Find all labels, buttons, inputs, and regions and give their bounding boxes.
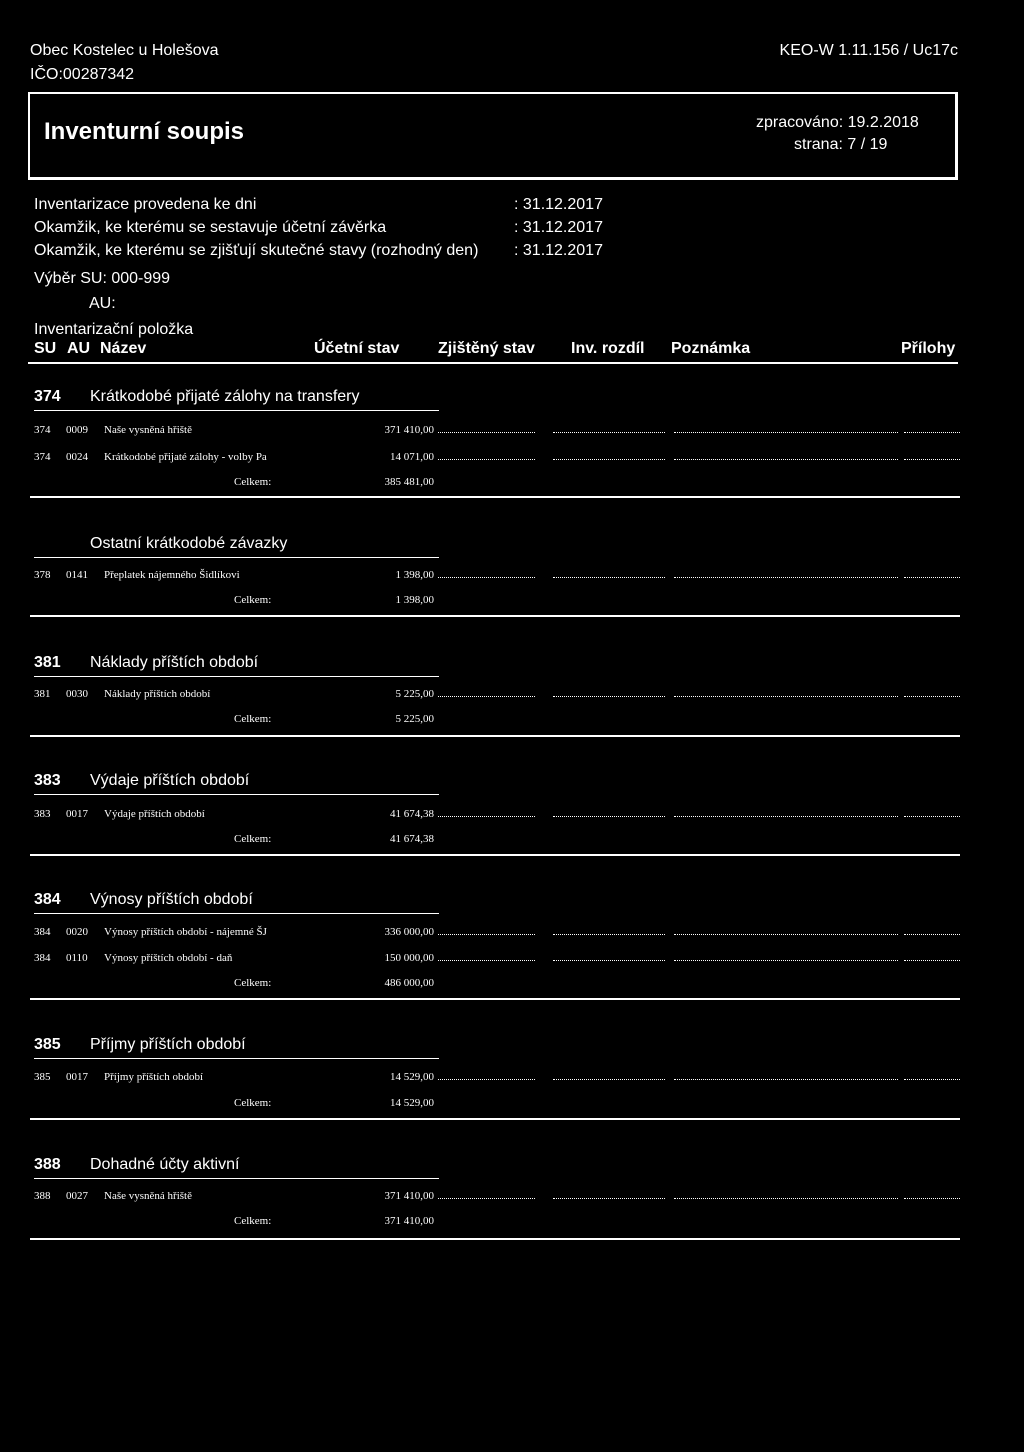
section-title: Příjmy příštích období: [90, 1036, 246, 1053]
total-value: 41 674,38: [390, 833, 434, 845]
section-divider: [30, 1238, 960, 1240]
difference-dots: [553, 696, 665, 697]
note-dots: [674, 1198, 898, 1199]
processed-date: zpracováno: 19.2.2018: [756, 114, 919, 131]
column-au: AU: [67, 340, 91, 357]
inventory-date-label: Inventarizace provedena ke dni: [34, 196, 257, 213]
total-label: Celkem:: [234, 476, 272, 488]
total-value: 486 000,00: [384, 977, 434, 989]
section-title: Dohadné účty aktivní: [90, 1156, 240, 1173]
selection-su: Výběr SU: 000-999: [34, 270, 171, 287]
row-au: 0030: [66, 688, 88, 700]
row-book-value: 371 410,00: [384, 1190, 434, 1202]
table-row: [34, 1071, 960, 1087]
table-row: [34, 1190, 960, 1206]
attachment-dots: [904, 459, 960, 460]
total-value: 385 481,00: [384, 476, 434, 488]
selection-au: AU:: [89, 295, 116, 312]
decisive-date-value: : 31.12.2017: [514, 242, 603, 259]
column-name: Název: [100, 340, 147, 357]
section-divider: [30, 735, 960, 737]
header-divider: [28, 362, 958, 364]
column-su: SU: [34, 340, 57, 357]
row-name: Náklady příštích období: [104, 688, 211, 700]
attachment-dots: [904, 696, 960, 697]
section-underline: [34, 557, 439, 558]
section-divider: [30, 998, 960, 1000]
found-state-dots: [438, 934, 535, 935]
section-account-number: 384: [34, 891, 61, 908]
row-book-value: 150 000,00: [384, 952, 434, 964]
row-su: 374: [34, 424, 51, 436]
table-row: [34, 808, 960, 824]
note-dots: [674, 432, 898, 433]
closing-date-label: Okamžik, ke kterému se sestavuje účetní závěrka: [34, 219, 387, 236]
total-label: Celkem:: [234, 977, 272, 989]
found-state-dots: [438, 696, 535, 697]
section-title: Výnosy příštích období: [90, 891, 253, 908]
row-name: Naše vysněná hřiště: [104, 424, 192, 436]
page-title: Inventurní soupis: [44, 118, 245, 145]
difference-dots: [553, 577, 665, 578]
row-name: Výnosy příštích období - daň: [104, 952, 233, 964]
section-total: [34, 1215, 960, 1231]
section-underline: [34, 1178, 439, 1179]
section-title: Výdaje příštích období: [90, 772, 250, 789]
attachment-dots: [904, 1198, 960, 1199]
section-account-number: 385: [34, 1036, 61, 1053]
row-su: 388: [34, 1190, 51, 1202]
row-su: 384: [34, 926, 51, 938]
found-state-dots: [438, 1079, 535, 1080]
row-au: 0017: [66, 808, 88, 820]
attachment-dots: [904, 816, 960, 817]
table-row: [34, 424, 960, 440]
section-title: Ostatní krátkodobé závazky: [90, 535, 288, 552]
difference-dots: [553, 459, 665, 460]
difference-dots: [553, 1198, 665, 1199]
section-account-number: 374: [34, 388, 61, 405]
closing-date-value: : 31.12.2017: [514, 219, 603, 236]
table-row: [34, 451, 960, 467]
row-book-value: 41 674,38: [390, 808, 434, 820]
row-au: 0024: [66, 451, 88, 463]
section-underline: [34, 794, 439, 795]
note-dots: [674, 816, 898, 817]
found-state-dots: [438, 960, 535, 961]
table-row: [34, 688, 960, 704]
column-found-state: Zjištěný stav: [438, 340, 535, 357]
row-su: 378: [34, 569, 51, 581]
row-au: 0110: [66, 952, 88, 964]
column-inv-difference: Inv. rozdíl: [571, 340, 645, 357]
decisive-date-label: Okamžik, ke kterému se zjišťují skutečné stavy (rozhodný den): [34, 242, 479, 259]
section-divider: [30, 615, 960, 617]
page-number: strana: 7 / 19: [794, 136, 888, 153]
table-row: [34, 926, 960, 942]
column-attachments: Přílohy: [901, 340, 956, 357]
row-book-value: 371 410,00: [384, 424, 434, 436]
found-state-dots: [438, 816, 535, 817]
section-total: [34, 1097, 960, 1113]
total-label: Celkem:: [234, 1215, 272, 1227]
attachment-dots: [904, 934, 960, 935]
difference-dots: [553, 960, 665, 961]
row-su: 374: [34, 451, 51, 463]
note-dots: [674, 934, 898, 935]
row-su: 383: [34, 808, 51, 820]
difference-dots: [553, 432, 665, 433]
section-underline: [34, 913, 439, 914]
section-divider: [30, 854, 960, 856]
column-book-state: Účetní stav: [314, 340, 400, 357]
row-book-value: 14 529,00: [390, 1071, 434, 1083]
section-total: [34, 977, 960, 993]
row-au: 0020: [66, 926, 88, 938]
total-value: 5 225,00: [395, 713, 434, 725]
section-account-number: 383: [34, 772, 61, 789]
found-state-dots: [438, 1198, 535, 1199]
total-label: Celkem:: [234, 594, 272, 606]
row-name: Výdaje příštích období: [104, 808, 205, 820]
row-book-value: 14 071,00: [390, 451, 434, 463]
program-version: KEO-W 1.11.156 / Uc17c: [779, 42, 958, 59]
section-divider: [30, 1118, 960, 1120]
row-name: Příjmy příštích období: [104, 1071, 203, 1083]
attachment-dots: [904, 960, 960, 961]
total-label: Celkem:: [234, 833, 272, 845]
found-state-dots: [438, 577, 535, 578]
organization-name: Obec Kostelec u Holešova: [30, 42, 219, 59]
row-su: 384: [34, 952, 51, 964]
total-value: 371 410,00: [384, 1215, 434, 1227]
found-state-dots: [438, 459, 535, 460]
row-name: Naše vysněná hřiště: [104, 1190, 192, 1202]
section-account-number: 388: [34, 1156, 61, 1173]
difference-dots: [553, 934, 665, 935]
total-value: 14 529,00: [390, 1097, 434, 1109]
table-row: [34, 952, 960, 968]
attachment-dots: [904, 1079, 960, 1080]
attachment-dots: [904, 432, 960, 433]
section-total: [34, 833, 960, 849]
row-name: Přeplatek nájemného Šidlíkovi: [104, 569, 240, 581]
found-state-dots: [438, 432, 535, 433]
note-dots: [674, 459, 898, 460]
total-label: Celkem:: [234, 713, 272, 725]
section-underline: [34, 1058, 439, 1059]
row-au: 0141: [66, 569, 88, 581]
title-box: [28, 92, 958, 180]
inventory-item-label: Inventarizační položka: [34, 321, 194, 338]
difference-dots: [553, 1079, 665, 1080]
section-underline: [34, 676, 439, 677]
section-total: [34, 476, 960, 492]
row-name: Krátkodobé přijaté zálohy - volby Pa: [104, 451, 267, 463]
section-underline: [34, 410, 439, 411]
row-au: 0017: [66, 1071, 88, 1083]
inventory-date-value: : 31.12.2017: [514, 196, 603, 213]
row-name: Výnosy příštích období - nájemné ŠJ: [104, 926, 267, 938]
total-label: Celkem:: [234, 1097, 272, 1109]
section-account-number: 381: [34, 654, 61, 671]
section-total: [34, 713, 960, 729]
note-dots: [674, 696, 898, 697]
row-su: 381: [34, 688, 51, 700]
section-title: Krátkodobé přijaté zálohy na transfery: [90, 388, 360, 405]
total-value: 1 398,00: [395, 594, 434, 606]
table-row: [34, 569, 960, 585]
difference-dots: [553, 816, 665, 817]
row-book-value: 1 398,00: [395, 569, 434, 581]
section-total: [34, 594, 960, 610]
row-au: 0009: [66, 424, 88, 436]
note-dots: [674, 1079, 898, 1080]
organization-id: IČO:00287342: [30, 66, 135, 83]
row-book-value: 336 000,00: [384, 926, 434, 938]
column-note: Poznámka: [671, 340, 751, 357]
note-dots: [674, 577, 898, 578]
note-dots: [674, 960, 898, 961]
section-title: Náklady příštích období: [90, 654, 259, 671]
row-book-value: 5 225,00: [395, 688, 434, 700]
row-su: 385: [34, 1071, 51, 1083]
section-divider: [30, 496, 960, 498]
attachment-dots: [904, 577, 960, 578]
row-au: 0027: [66, 1190, 88, 1202]
